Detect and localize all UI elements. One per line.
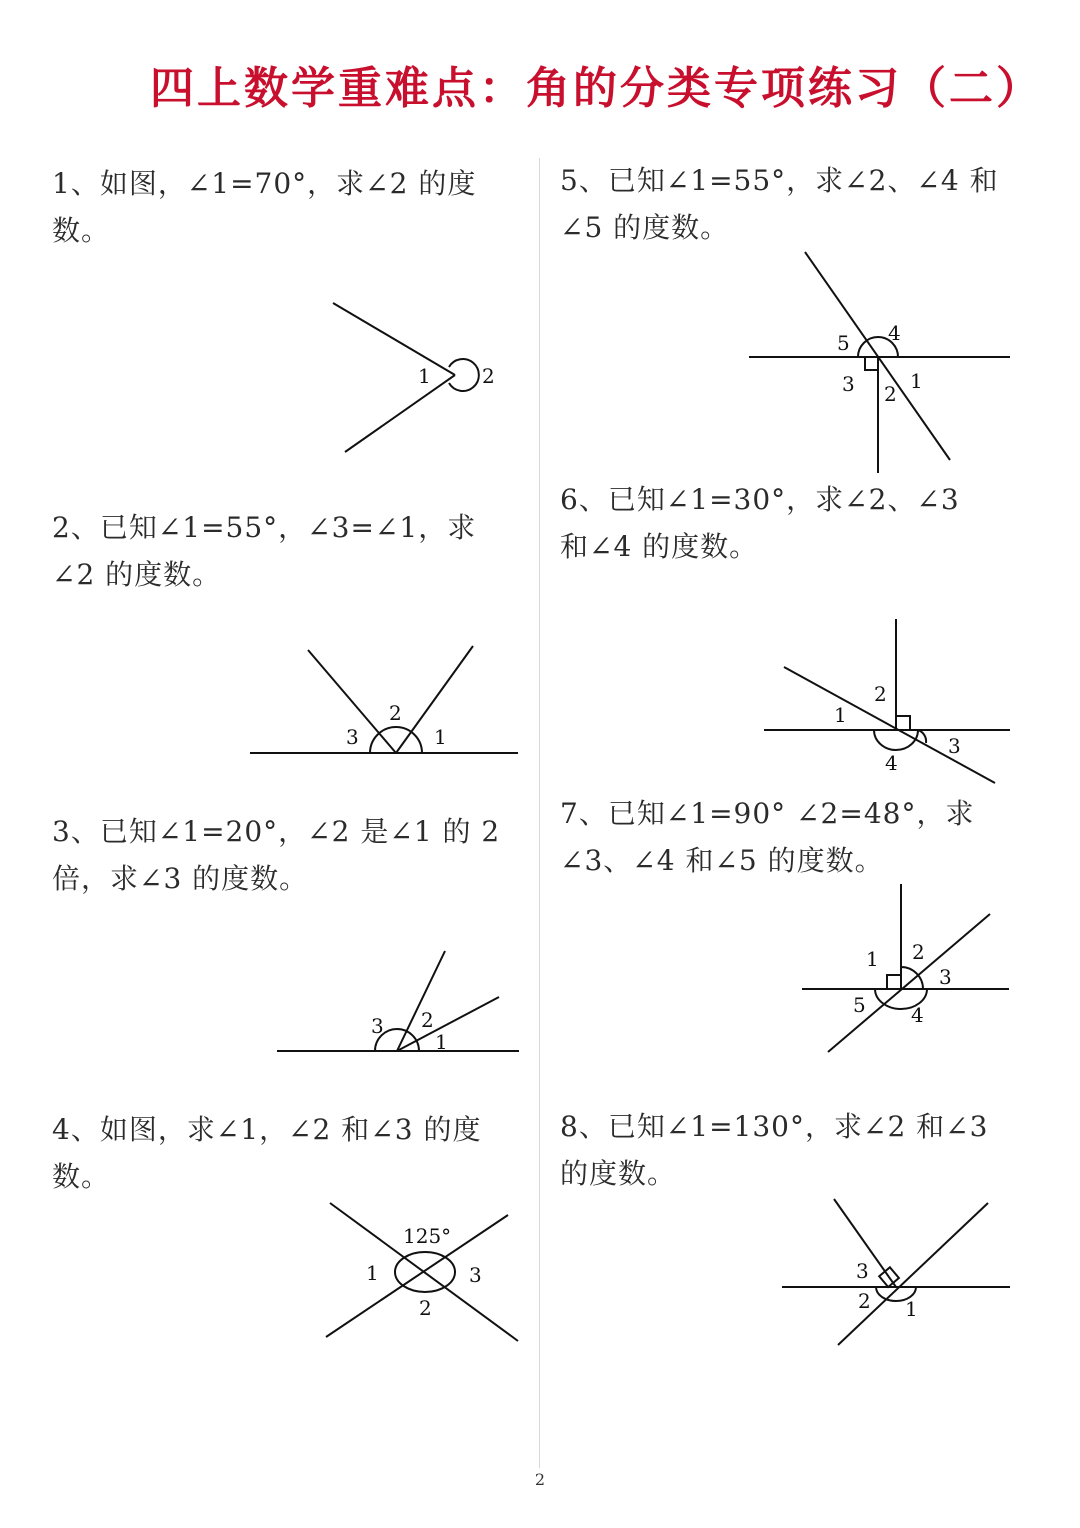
question-3 [52, 808, 522, 902]
figure-7-right-angle-mark [887, 975, 901, 989]
figure-2 [248, 640, 523, 765]
figure-3-label-2: 2 [421, 1008, 434, 1032]
question-4-line-1: 4、如图，求∠1，∠2 和∠3 的度 [52, 1113, 482, 1146]
figure-7-oblique-line [828, 914, 990, 1052]
question-7-line-1: 7、已知∠1=90° ∠2=48°，求 [560, 797, 975, 830]
figure-8-label-3: 3 [856, 1259, 869, 1283]
question-6-line-2: 和∠4 的度数。 [560, 530, 759, 563]
question-4 [52, 1106, 522, 1200]
figure-8 [780, 1195, 1015, 1350]
figure-5-right-angle-mark [865, 357, 878, 370]
figure-5-label-2: 2 [884, 382, 897, 406]
question-5-line-1: 5、已知∠1=55°，求∠2、∠4 和 [560, 164, 999, 197]
figure-5-label-3: 3 [842, 372, 855, 396]
question-3-line-1: 3、已知∠1=20°，∠2 是∠1 的 2 [52, 815, 501, 848]
figure-6-label-2: 2 [874, 682, 887, 706]
figure-7-label-5: 5 [853, 993, 866, 1017]
figure-6 [760, 615, 1015, 790]
question-2-line-2: ∠2 的度数。 [52, 558, 222, 591]
figure-1-label-2: 2 [482, 364, 495, 388]
figure-3-ray-shallow [397, 997, 499, 1051]
question-7 [560, 790, 1020, 884]
figure-1-ray-upper [333, 303, 455, 375]
figure-5-label-5: 5 [837, 331, 850, 355]
figure-5-label-1: 1 [910, 369, 923, 393]
figure-7-label-1: 1 [866, 947, 879, 971]
question-8 [560, 1103, 1020, 1197]
figure-6-arc-lower [874, 730, 918, 750]
question-2 [52, 504, 522, 598]
figure-2-label-3: 3 [346, 725, 359, 749]
figure-3-label-3: 3 [371, 1014, 384, 1038]
question-8-line-1: 8、已知∠1=130°，求∠2 和∠3 [560, 1110, 989, 1143]
question-5 [560, 157, 1020, 251]
question-7-line-2: ∠3、∠4 和∠5 的度数。 [560, 844, 884, 877]
question-1-line-2: 数。 [52, 214, 111, 247]
figure-6-label-3: 3 [948, 734, 961, 758]
figure-3 [275, 945, 525, 1060]
figure-4-label-2: 2 [419, 1296, 432, 1320]
figure-5 [745, 248, 1015, 478]
question-1-line-1: 1、如图，∠1=70°，求∠2 的度 [52, 167, 477, 200]
figure-6-right-angle-mark [896, 716, 910, 730]
figure-1-label-1: 1 [418, 364, 431, 388]
question-4-line-2: 数。 [52, 1160, 111, 1193]
figure-2-label-2: 2 [389, 701, 402, 725]
figure-4-label-given: 125° [403, 1224, 452, 1248]
figure-5-label-4: 4 [888, 321, 901, 345]
figure-7 [800, 880, 1015, 1060]
question-6-line-1: 6、已知∠1=30°，求∠2、∠3 [560, 483, 960, 516]
figure-7-label-4: 4 [911, 1003, 924, 1027]
question-6 [560, 476, 1020, 570]
question-5-line-2: ∠5 的度数。 [560, 211, 730, 244]
figure-7-label-3: 3 [939, 965, 952, 989]
question-1 [52, 160, 522, 254]
figure-8-label-2: 2 [858, 1289, 871, 1313]
figure-3-label-1: 1 [435, 1030, 448, 1054]
figure-8-label-1: 1 [905, 1297, 918, 1321]
question-2-line-1: 2、已知∠1=55°，∠3=∠1，求 [52, 511, 477, 544]
figure-1-ray-lower [345, 375, 455, 452]
figure-1 [320, 295, 520, 465]
column-divider [539, 158, 540, 1468]
figure-4-label-1: 1 [366, 1261, 379, 1285]
figure-7-label-2: 2 [912, 940, 925, 964]
figure-4-label-3: 3 [469, 1263, 482, 1287]
question-8-line-2: 的度数。 [560, 1157, 677, 1190]
question-3-line-2: 倍，求∠3 的度数。 [52, 862, 309, 895]
figure-6-label-4: 4 [885, 751, 898, 775]
page-title: 四上数学重难点：角的分类专项练习（二） [150, 63, 1043, 114]
figure-4 [320, 1195, 525, 1345]
figure-6-label-1: 1 [834, 703, 847, 727]
page-number: 2 [534, 1470, 546, 1489]
figure-2-label-1: 1 [434, 725, 447, 749]
